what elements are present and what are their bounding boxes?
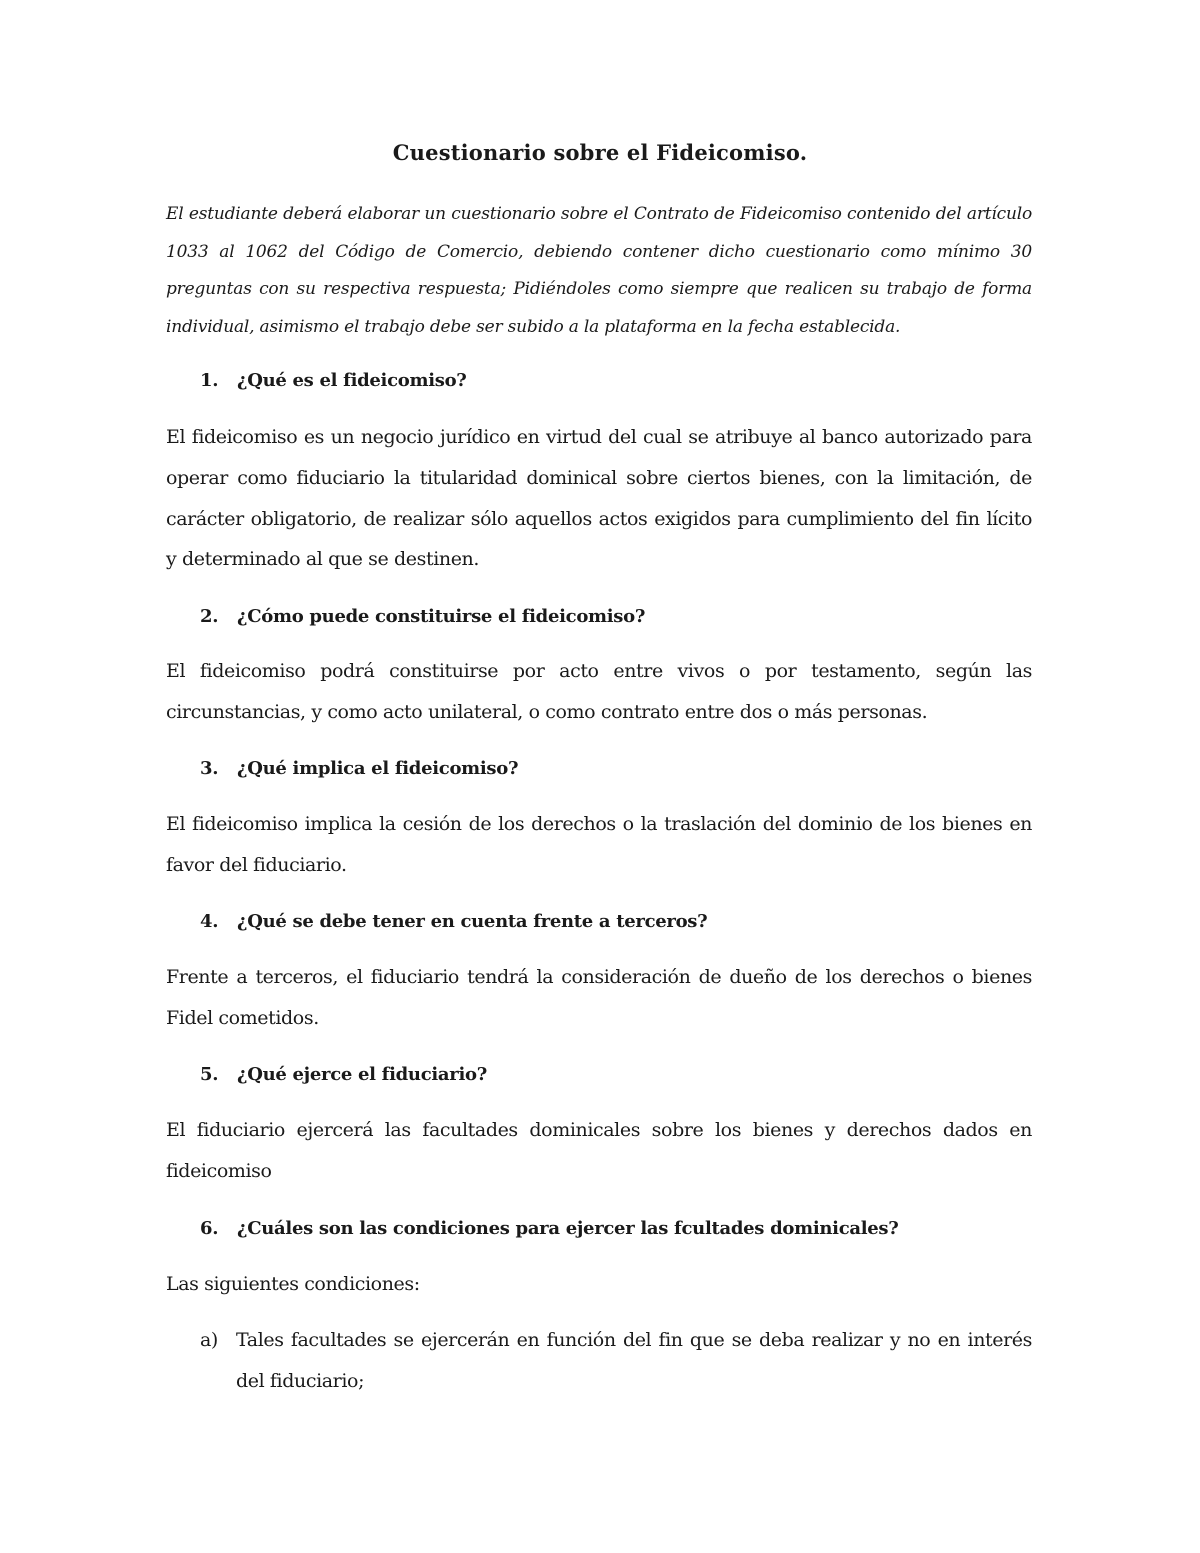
question-heading: [200, 606, 1040, 627]
question-number: 6.: [200, 1218, 219, 1239]
question-number: 5.: [200, 1064, 219, 1085]
question-number: 3.: [200, 758, 219, 779]
instructions-paragraph: El estudiante deberá elaborar un cuestionario sobre el Contrato de Fideicomiso contenido del artículo 1033 al 1062 del Código de Comercio, debiendo contener dicho cuestionario como mínimo 30 preguntas con su respectiva respuesta; Pidiéndoles como siempre que realicen su trabajo de forma individual, asimismo el trabajo debe ser subido a la plataforma en la fecha establecida.: [166, 204, 1032, 337]
question-number: 2.: [200, 606, 219, 627]
question-heading: [200, 1064, 1040, 1085]
document-title: Cuestionario sobre el Fideicomiso.: [392, 140, 808, 165]
answer-paragraph: El fideicomiso implica la cesión de los derechos o la traslación del dominio de los bienes en favor del fiduciario.: [166, 813, 1032, 876]
condition-label: a): [200, 1329, 218, 1351]
question-text: ¿Qué se debe tener en cuenta frente a terceros?: [237, 911, 708, 932]
answer-paragraph: El fideicomiso es un negocio jurídico en virtud del cual se atribuye al banco autorizado para operar como fiduciario la titularidad dominical sobre ciertos bienes, con la limitación, de carácter obligatorio, de realizar sólo aquellos actos exigidos para cumplimiento del fin lícito y determinado al que se destinen.: [166, 426, 1032, 571]
question-text: ¿Cuáles son las condiciones para ejercer las fcultades dominicales?: [237, 1218, 899, 1239]
question-heading: [200, 1218, 1040, 1239]
question-heading: [200, 370, 1040, 391]
answer-paragraph: Frente a terceros, el fiduciario tendrá la consideración de dueño de los derechos o bienes Fidel cometidos.: [166, 966, 1032, 1029]
question-text: ¿Qué implica el fideicomiso?: [237, 758, 519, 779]
condition-text: Tales facultades se ejercerán en función del fin que se deba realizar y no en interés del fiduciario;: [236, 1329, 1032, 1392]
answer-paragraph: El fideicomiso podrá constituirse por acto entre vivos o por testamento, según las circunstancias, y como acto unilateral, o como contrato entre dos o más personas.: [166, 660, 1032, 723]
answer-paragraph: Las siguientes condiciones:: [166, 1273, 420, 1295]
question-text: ¿Qué es el fideicomiso?: [237, 370, 467, 391]
question-heading: [200, 758, 1040, 779]
question-number: 1.: [200, 370, 219, 391]
answer-paragraph: El fiduciario ejercerá las facultades dominicales sobre los bienes y derechos dados en fideicomiso: [166, 1119, 1032, 1182]
condition-item: [200, 1320, 1032, 1402]
question-heading: [200, 911, 1040, 932]
question-number: 4.: [200, 911, 219, 932]
question-text: ¿Qué ejerce el fiduciario?: [237, 1064, 487, 1085]
question-text: ¿Cómo puede constituirse el fideicomiso?: [237, 606, 646, 627]
